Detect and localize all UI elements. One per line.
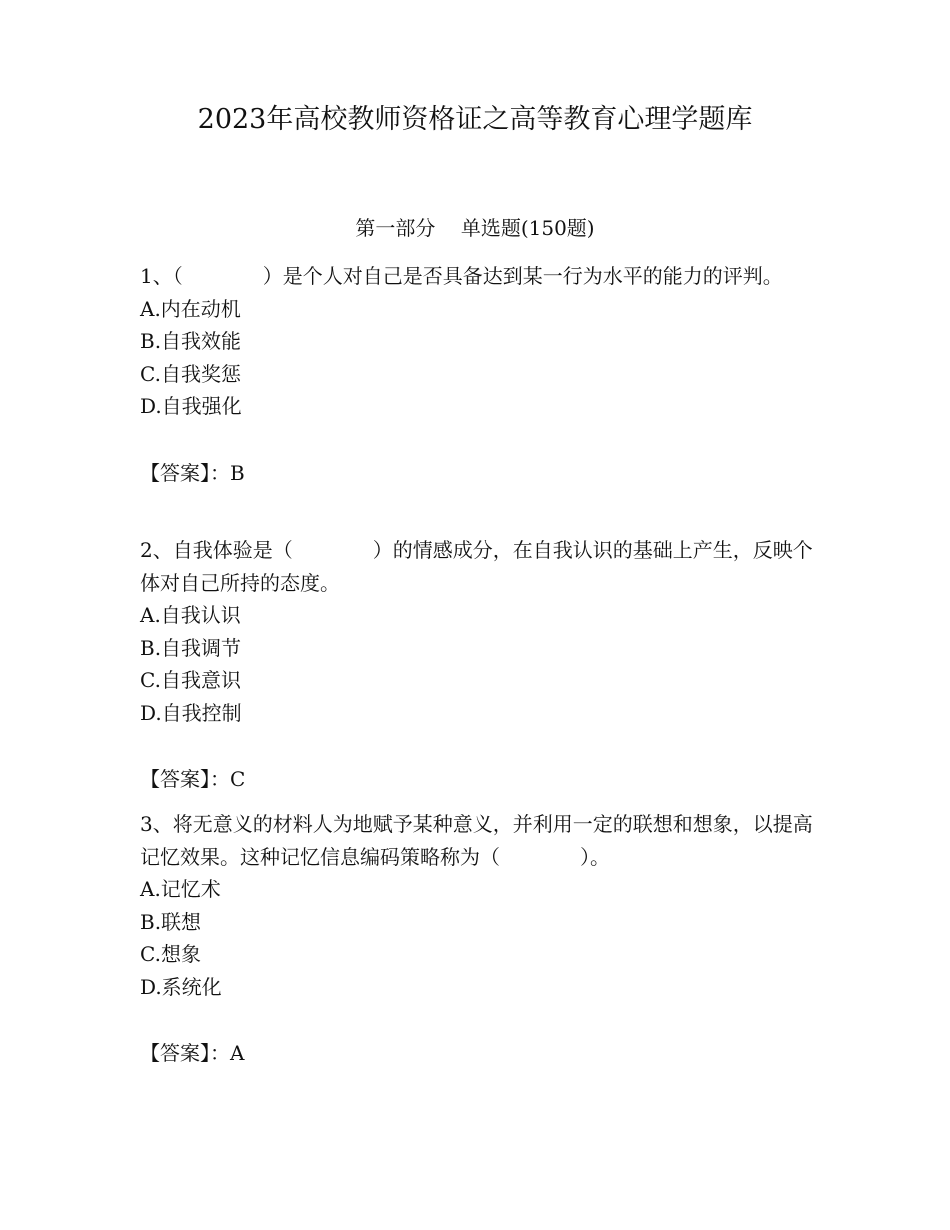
option-b: B.自我调节 [140, 635, 242, 660]
option-c: C.自我奖惩 [140, 361, 241, 386]
option-a: A.内在动机 [140, 296, 241, 321]
question-stem: 3、将无意义的材料人为地赋予某种意义，并利用一定的联想和想象，以提高记忆效果。这种记忆信息编码策略称为（ ）。 [140, 812, 813, 869]
answer-value: C [230, 767, 246, 791]
question-1 [140, 260, 820, 489]
option-list [140, 873, 820, 1003]
option-d: D.自我强化 [140, 394, 242, 418]
option-c: C.自我意识 [140, 668, 241, 692]
question-2 [140, 534, 820, 796]
answer-value: B [230, 460, 245, 485]
option-a: A.记忆术 [140, 877, 221, 901]
option-list [140, 599, 820, 729]
answer-line [140, 457, 820, 490]
answer-value: A [230, 1041, 245, 1065]
option-d: D.系统化 [140, 974, 222, 999]
question-stem: 2、自我体验是（ ）的情感成分，在自我认识的基础上产生，反映个体对自己所持的态度。 [140, 538, 813, 595]
section-title: 第一部分 单选题(150题) [355, 216, 595, 240]
option-a: A.自我认识 [140, 603, 241, 627]
option-b: B.联想 [140, 909, 202, 934]
option-b: B.自我效能 [140, 329, 242, 353]
option-list [140, 293, 820, 423]
answer-line [140, 1037, 820, 1070]
answer-label: 【答案】： [140, 767, 230, 791]
answer-label: 【答案】： [140, 460, 230, 485]
answer-line [140, 763, 820, 796]
option-c: C.想象 [140, 942, 201, 966]
question-stem: 1、（ ）是个人对自己是否具备达到某一行为水平的能力的评判。 [140, 264, 783, 288]
question-3 [140, 808, 820, 1070]
answer-label: 【答案】： [140, 1041, 230, 1065]
option-d: D.自我控制 [140, 700, 242, 725]
document-title: 2023年高校教师资格证之高等教育心理学题库 [197, 104, 753, 135]
